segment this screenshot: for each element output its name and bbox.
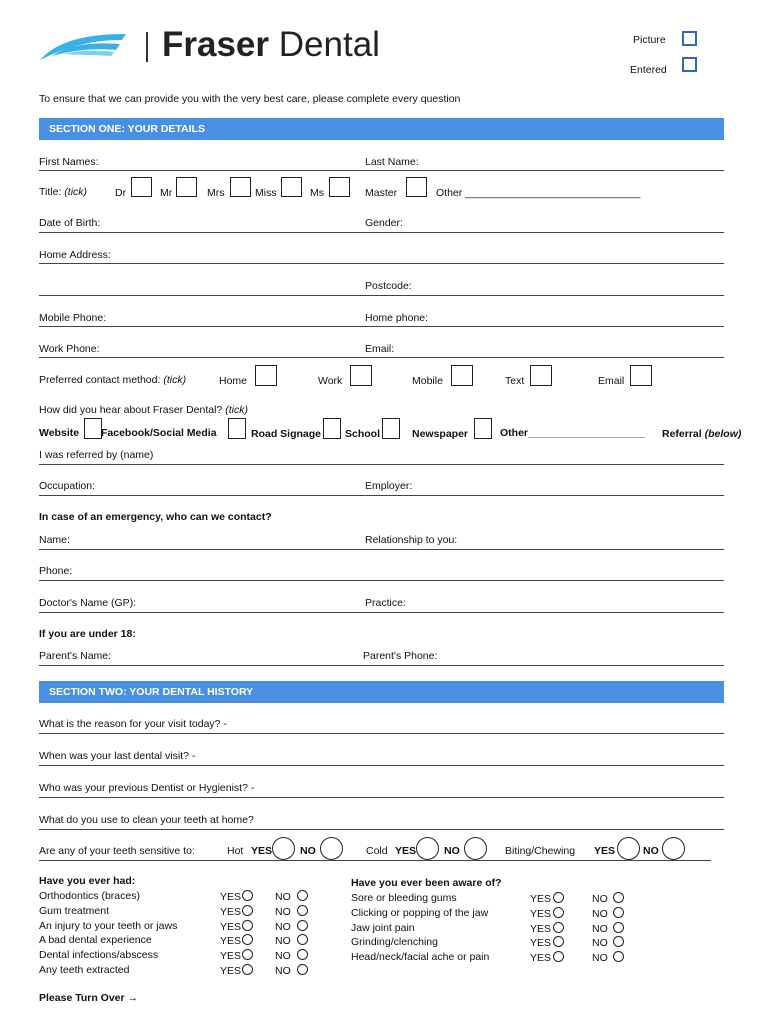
home-phone-label: Home phone: (365, 312, 429, 324)
had-no-label: NO (275, 905, 291, 918)
aware-no-label: NO (592, 893, 608, 905)
hear-newspaper-checkbox[interactable] (474, 418, 492, 439)
hear-school-label: School (345, 428, 381, 440)
biting-no-radio[interactable] (662, 837, 685, 860)
aware-yes-radio[interactable] (553, 892, 564, 903)
doctor-field[interactable] (39, 612, 724, 613)
gender-label: Gender: (365, 217, 403, 229)
title-other-field[interactable]: Other ______________________________ (436, 187, 641, 199)
hear-school-checkbox[interactable] (382, 418, 400, 439)
dob-field[interactable] (39, 232, 724, 233)
biting-yes-label: YES (594, 845, 616, 857)
aware-item-label: Grinding/clenching (351, 936, 438, 949)
aware-no-radio[interactable] (613, 907, 624, 918)
hear-website-checkbox[interactable] (84, 418, 102, 439)
postcode-field[interactable] (39, 295, 724, 296)
aware-yes-label: YES (530, 893, 552, 905)
relationship-label: Relationship to you: (365, 534, 458, 546)
cleaning-field[interactable] (39, 829, 724, 830)
contact-work-checkbox[interactable] (350, 365, 372, 386)
had-yes-label: YES (220, 891, 242, 903)
occupation-label: Occupation: (39, 480, 96, 492)
title-dr-checkbox[interactable] (131, 177, 152, 197)
had-yes-label: YES (220, 905, 242, 918)
first-names-label: First Names: (39, 156, 99, 168)
had-item-label: Orthodontics (braces) (39, 890, 140, 902)
hot-label: Hot (227, 845, 244, 857)
had-no-label: NO (275, 920, 291, 933)
title-mrs-label: Mrs (207, 187, 225, 199)
fraser-dental-logo-icon (38, 30, 130, 64)
contact-home-label: Home (219, 375, 248, 387)
contact-email-checkbox[interactable] (630, 365, 652, 386)
practice-label: Practice: (365, 597, 406, 609)
sensitive-label: Are any of your teeth sensitive to: (39, 845, 195, 857)
parent-phone-label: Parent's Phone: (363, 650, 438, 662)
cold-yes-radio[interactable] (416, 837, 439, 860)
had-no-radio[interactable] (297, 964, 308, 975)
brand-light: Dental (278, 25, 380, 64)
work-phone-field[interactable] (39, 357, 724, 358)
contact-home-checkbox[interactable] (255, 365, 277, 386)
visit-reason-label: What is the reason for your visit today? - (39, 718, 227, 730)
hot-yes-label: YES (251, 845, 273, 857)
section-one-header: SECTION ONE: YOUR DETAILS (39, 118, 724, 140)
aware-no-radio[interactable] (613, 951, 624, 962)
home-address-label: Home Address: (39, 249, 111, 261)
previous-dentist-field[interactable] (39, 797, 724, 798)
had-item-label: Gum treatment (39, 904, 110, 917)
postcode-label: Postcode: (365, 280, 412, 292)
had-no-label: NO (275, 950, 291, 963)
contact-mobile-checkbox[interactable] (451, 365, 473, 386)
emergency-phone-field[interactable] (39, 580, 724, 581)
hot-no-radio[interactable] (320, 837, 343, 860)
home-address-field[interactable] (39, 263, 724, 264)
title-master-label: Master (365, 187, 398, 199)
referred-by-label: I was referred by (name) (39, 449, 154, 461)
had-no-radio[interactable] (297, 905, 308, 916)
entered-label: Entered (630, 64, 667, 76)
work-phone-label: Work Phone: (39, 343, 100, 355)
contact-mobile-label: Mobile (412, 375, 443, 387)
had-yes-radio[interactable] (242, 949, 253, 960)
aware-yes-label: YES (530, 937, 552, 950)
hear-road-signage-checkbox[interactable] (323, 418, 341, 439)
aware-yes-label: YES (530, 952, 552, 965)
under-18-heading: If you are under 18: (39, 628, 136, 640)
referred-by-field[interactable] (39, 464, 724, 465)
title-master-checkbox[interactable] (406, 177, 427, 197)
title-miss-checkbox[interactable] (281, 177, 302, 197)
picture-checkbox[interactable] (682, 31, 697, 46)
had-no-label: NO (275, 935, 291, 948)
had-item-label: Any teeth extracted (39, 964, 130, 976)
doctor-label: Doctor's Name (GP): (39, 597, 137, 609)
had-no-label: NO (275, 891, 291, 903)
aware-no-label: NO (592, 907, 608, 920)
aware-no-radio[interactable] (613, 922, 624, 933)
hear-website-label: Website (39, 427, 80, 439)
hear-facebook-checkbox[interactable] (228, 418, 246, 439)
emergency-heading: In case of an emergency, who can we contact? (39, 511, 272, 523)
mobile-phone-label: Mobile Phone: (39, 312, 107, 324)
had-yes-label: YES (220, 935, 242, 948)
title-ms-label: Ms (310, 187, 324, 199)
cold-yes-label: YES (395, 845, 417, 857)
aware-yes-radio[interactable] (553, 907, 564, 918)
cold-no-label: NO (444, 845, 460, 857)
cleaning-label: What do you use to clean your teeth at home? (39, 814, 254, 826)
preferred-contact-label: Preferred contact method: (tick) (39, 374, 187, 386)
had-no-label: NO (275, 965, 291, 977)
title-label: Title: (tick) (39, 186, 88, 198)
had-no-radio[interactable] (297, 934, 308, 945)
mobile-phone-field[interactable] (39, 326, 724, 327)
picture-label: Picture (633, 34, 666, 46)
hot-yes-radio[interactable] (272, 837, 295, 860)
contact-work-label: Work (318, 375, 343, 387)
first-names-field[interactable] (39, 170, 724, 171)
aware-yes-label: YES (530, 922, 552, 935)
aware-item-label: Sore or bleeding gums (351, 892, 457, 904)
biting-yes-radio[interactable] (617, 837, 640, 860)
had-heading: Have you ever had: (39, 875, 136, 887)
had-yes-label: YES (220, 965, 242, 977)
had-item-label: An injury to your teeth or jaws (39, 919, 178, 932)
had-no-radio[interactable] (297, 949, 308, 960)
dob-label: Date of Birth: (39, 217, 101, 229)
sensitive-underline (39, 860, 711, 861)
aware-no-radio[interactable] (613, 936, 624, 947)
entered-checkbox[interactable] (682, 57, 697, 72)
aware-item-label: Clicking or popping of the jaw (351, 906, 489, 919)
title-miss-label: Miss (255, 187, 277, 199)
had-yes-radio[interactable] (242, 890, 253, 901)
employer-label: Employer: (365, 480, 413, 492)
cold-label: Cold (366, 845, 388, 857)
had-item-label: Dental infections/abscess (39, 949, 159, 962)
emergency-name-field[interactable] (39, 549, 724, 550)
emergency-name-label: Name: (39, 534, 70, 546)
hear-other-field[interactable]: Other____________________ (500, 427, 645, 439)
section-two-header: SECTION TWO: YOUR DENTAL HISTORY (39, 681, 724, 703)
aware-no-label: NO (592, 952, 608, 965)
had-no-radio[interactable] (297, 890, 308, 901)
cold-no-radio[interactable] (464, 837, 487, 860)
visit-reason-field[interactable] (39, 733, 724, 734)
aware-item-label: Head/neck/facial ache or pain (351, 951, 490, 964)
title-mrs-checkbox[interactable] (230, 177, 251, 197)
last-name-label: Last Name: (365, 156, 419, 168)
had-no-radio[interactable] (297, 920, 308, 931)
aware-heading: Have you ever been aware of? (351, 877, 502, 889)
title-mr-label: Mr (160, 187, 173, 199)
hear-newspaper-label: Newspaper (412, 428, 469, 440)
emergency-phone-label: Phone: (39, 565, 73, 577)
biting-label: Biting/Chewing (505, 845, 576, 857)
had-yes-radio[interactable] (242, 920, 253, 931)
brand-bold: Fraser (162, 25, 270, 64)
aware-yes-radio[interactable] (553, 922, 564, 933)
biting-no-label: NO (643, 845, 659, 857)
aware-item-label: Jaw joint pain (351, 921, 415, 934)
email-label: Email: (365, 343, 395, 355)
hear-referral-label: Referral (below) (662, 428, 742, 440)
turn-over-text: Please Turn Over → (39, 992, 139, 1004)
aware-no-label: NO (592, 937, 608, 950)
last-visit-label: When was your last dental visit? - (39, 750, 196, 762)
title-ms-checkbox[interactable] (329, 177, 350, 197)
aware-yes-radio[interactable] (553, 951, 564, 962)
had-yes-radio[interactable] (242, 905, 253, 916)
title-mr-checkbox[interactable] (176, 177, 197, 197)
parent-name-field[interactable] (39, 665, 724, 666)
aware-no-radio[interactable] (613, 892, 624, 903)
hot-no-label: NO (300, 845, 316, 857)
hear-question: How did you hear about Fraser Dental? (tick) (39, 404, 248, 416)
had-yes-radio[interactable] (242, 934, 253, 945)
aware-yes-label: YES (530, 907, 552, 920)
aware-yes-radio[interactable] (553, 936, 564, 947)
previous-dentist-label: Who was your previous Dentist or Hygienist? - (39, 782, 255, 794)
brand-name (162, 27, 380, 62)
logo-divider (146, 32, 148, 62)
had-yes-radio[interactable] (242, 964, 253, 975)
hear-facebook-label: Facebook/Social Media (101, 427, 217, 439)
contact-text-label: Text (505, 375, 525, 387)
intro-text: To ensure that we can provide you with the very best care, please complete every question (39, 93, 461, 105)
title-dr-label: Dr (115, 187, 127, 199)
last-visit-field[interactable] (39, 765, 724, 766)
occupation-field[interactable] (39, 495, 724, 496)
had-item-label: A bad dental experience (39, 934, 152, 947)
parent-name-label: Parent's Name: (39, 650, 112, 662)
contact-email-label: Email (598, 375, 625, 387)
had-yes-label: YES (220, 950, 242, 963)
contact-text-checkbox[interactable] (530, 365, 552, 386)
aware-no-label: NO (592, 922, 608, 935)
hear-road-signage-label: Road Signage (251, 428, 322, 440)
had-yes-label: YES (220, 920, 242, 933)
